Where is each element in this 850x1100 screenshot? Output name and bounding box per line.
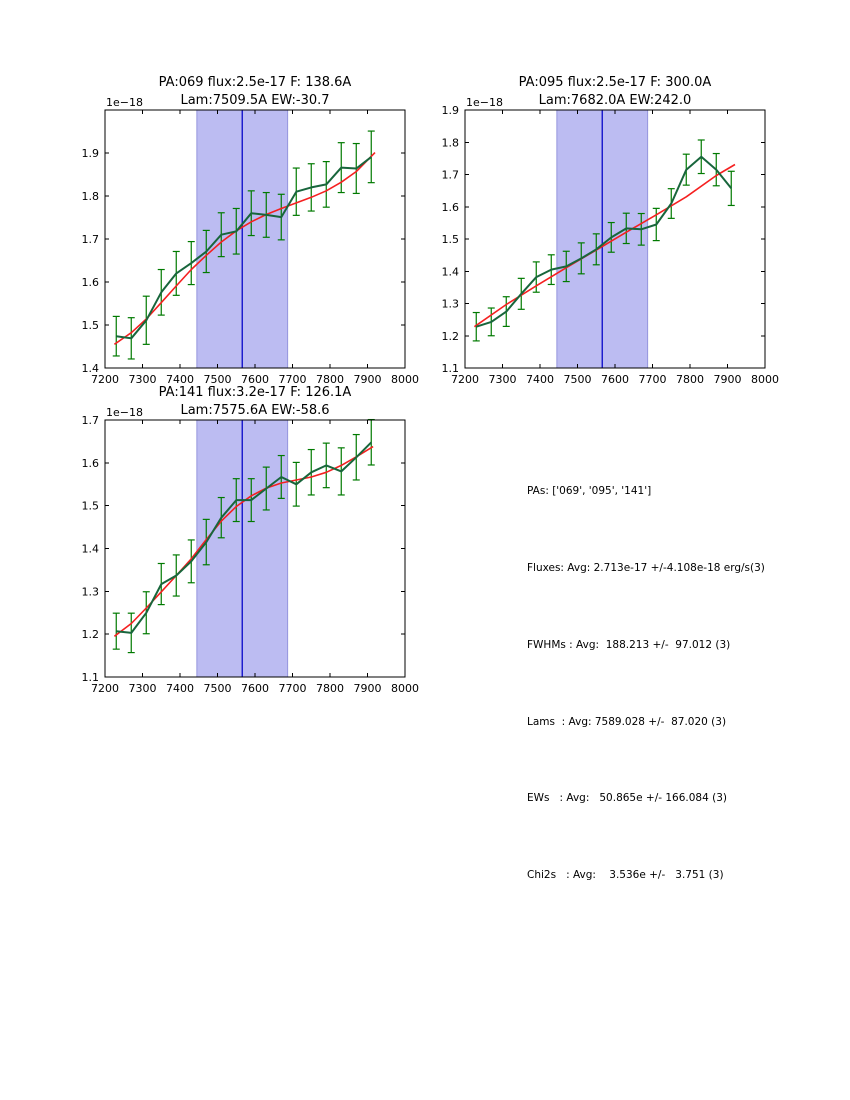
svg-text:8000: 8000 <box>391 682 419 695</box>
svg-text:1.6: 1.6 <box>81 456 99 470</box>
svg-text:7200: 7200 <box>91 682 119 695</box>
plot-title-line1: PA:069 flux:2.5e-17 F: 138.6A <box>158 75 352 90</box>
svg-text:1.9: 1.9 <box>441 104 459 117</box>
y-axis-offset-label: 1e−18 <box>466 96 503 109</box>
svg-text:1.1: 1.1 <box>441 362 459 375</box>
svg-text:7700: 7700 <box>278 682 307 695</box>
plot-title-line2: Lam:7509.5A EW:-30.7 <box>180 93 330 108</box>
stats-line-fwhms: FWHMs : Avg: 188.213 +/- 97.012 (3) <box>527 638 731 651</box>
svg-text:7500: 7500 <box>203 682 232 695</box>
svg-text:1.7: 1.7 <box>441 168 459 182</box>
svg-text:7300: 7300 <box>488 373 517 386</box>
svg-text:1.8: 1.8 <box>441 136 459 150</box>
svg-text:7900: 7900 <box>353 373 382 386</box>
svg-text:1.6: 1.6 <box>441 200 459 214</box>
svg-text:7700: 7700 <box>278 373 307 386</box>
svg-text:1.5: 1.5 <box>81 319 99 332</box>
svg-text:7200: 7200 <box>91 373 119 386</box>
svg-text:1.1: 1.1 <box>81 671 99 684</box>
stats-line-chi2s: Chi2s : Avg: 3.536e +/- 3.751 (3) <box>527 869 724 882</box>
plot-title-line2: Lam:7682.0A EW:242.0 <box>538 93 692 108</box>
svg-text:7500: 7500 <box>203 373 232 386</box>
y-axis-offset-label: 1e−18 <box>106 406 143 419</box>
plot-pa095 <box>442 75 780 386</box>
svg-text:7500: 7500 <box>563 373 592 386</box>
svg-text:1.2: 1.2 <box>441 329 459 343</box>
svg-text:1.3: 1.3 <box>81 585 99 599</box>
svg-text:7800: 7800 <box>676 373 704 386</box>
plot-title-line2: Lam:7575.6A EW:-58.6 <box>180 403 330 418</box>
svg-text:1.9: 1.9 <box>81 147 99 160</box>
svg-text:8000: 8000 <box>391 373 419 386</box>
svg-text:7800: 7800 <box>316 682 344 695</box>
svg-text:1.5: 1.5 <box>441 233 459 246</box>
svg-text:7900: 7900 <box>713 373 742 386</box>
svg-text:7200: 7200 <box>451 373 479 386</box>
svg-text:7800: 7800 <box>316 373 344 386</box>
svg-text:1.5: 1.5 <box>81 499 99 513</box>
svg-text:7600: 7600 <box>241 373 269 386</box>
plot-pa141 <box>82 385 420 695</box>
svg-text:7400: 7400 <box>526 373 554 386</box>
y-axis-offset-label: 1e−18 <box>106 96 143 109</box>
plot-title-line1: PA:095 flux:2.5e-17 F: 300.0A <box>518 75 712 90</box>
plot-title-line1: PA:141 flux:3.2e-17 F: 126.1A <box>158 385 352 400</box>
stats-line-fluxes: Fluxes: Avg: 2.713e-17 +/-4.108e-18 erg/s(3) <box>527 561 765 574</box>
svg-text:7400: 7400 <box>166 373 194 386</box>
svg-text:7700: 7700 <box>638 373 667 386</box>
plot-pa069 <box>82 75 420 386</box>
svg-text:1.7: 1.7 <box>81 233 99 246</box>
svg-text:1.4: 1.4 <box>81 362 99 375</box>
svg-text:1.4: 1.4 <box>441 265 459 279</box>
svg-text:1.6: 1.6 <box>81 276 99 289</box>
stats-line-ews: EWs : Avg: 50.865e +/- 166.084 (3) <box>527 792 728 805</box>
svg-text:7600: 7600 <box>241 682 269 695</box>
svg-text:7400: 7400 <box>166 682 194 695</box>
svg-text:7300: 7300 <box>128 682 157 695</box>
svg-text:7600: 7600 <box>601 373 629 386</box>
svg-text:7900: 7900 <box>353 682 382 695</box>
svg-text:1.2: 1.2 <box>81 628 99 642</box>
svg-text:7300: 7300 <box>128 373 157 386</box>
svg-text:1.8: 1.8 <box>81 190 99 203</box>
svg-text:1.7: 1.7 <box>81 414 99 427</box>
svg-text:8000: 8000 <box>751 373 779 386</box>
stats-line-pas: PAs: ['069', '095', '141'] <box>527 485 652 498</box>
stats-block <box>527 428 765 940</box>
stats-line-lams: Lams : Avg: 7589.028 +/- 87.020 (3) <box>527 715 727 728</box>
svg-text:1.4: 1.4 <box>81 542 99 556</box>
svg-text:1.3: 1.3 <box>441 297 459 311</box>
